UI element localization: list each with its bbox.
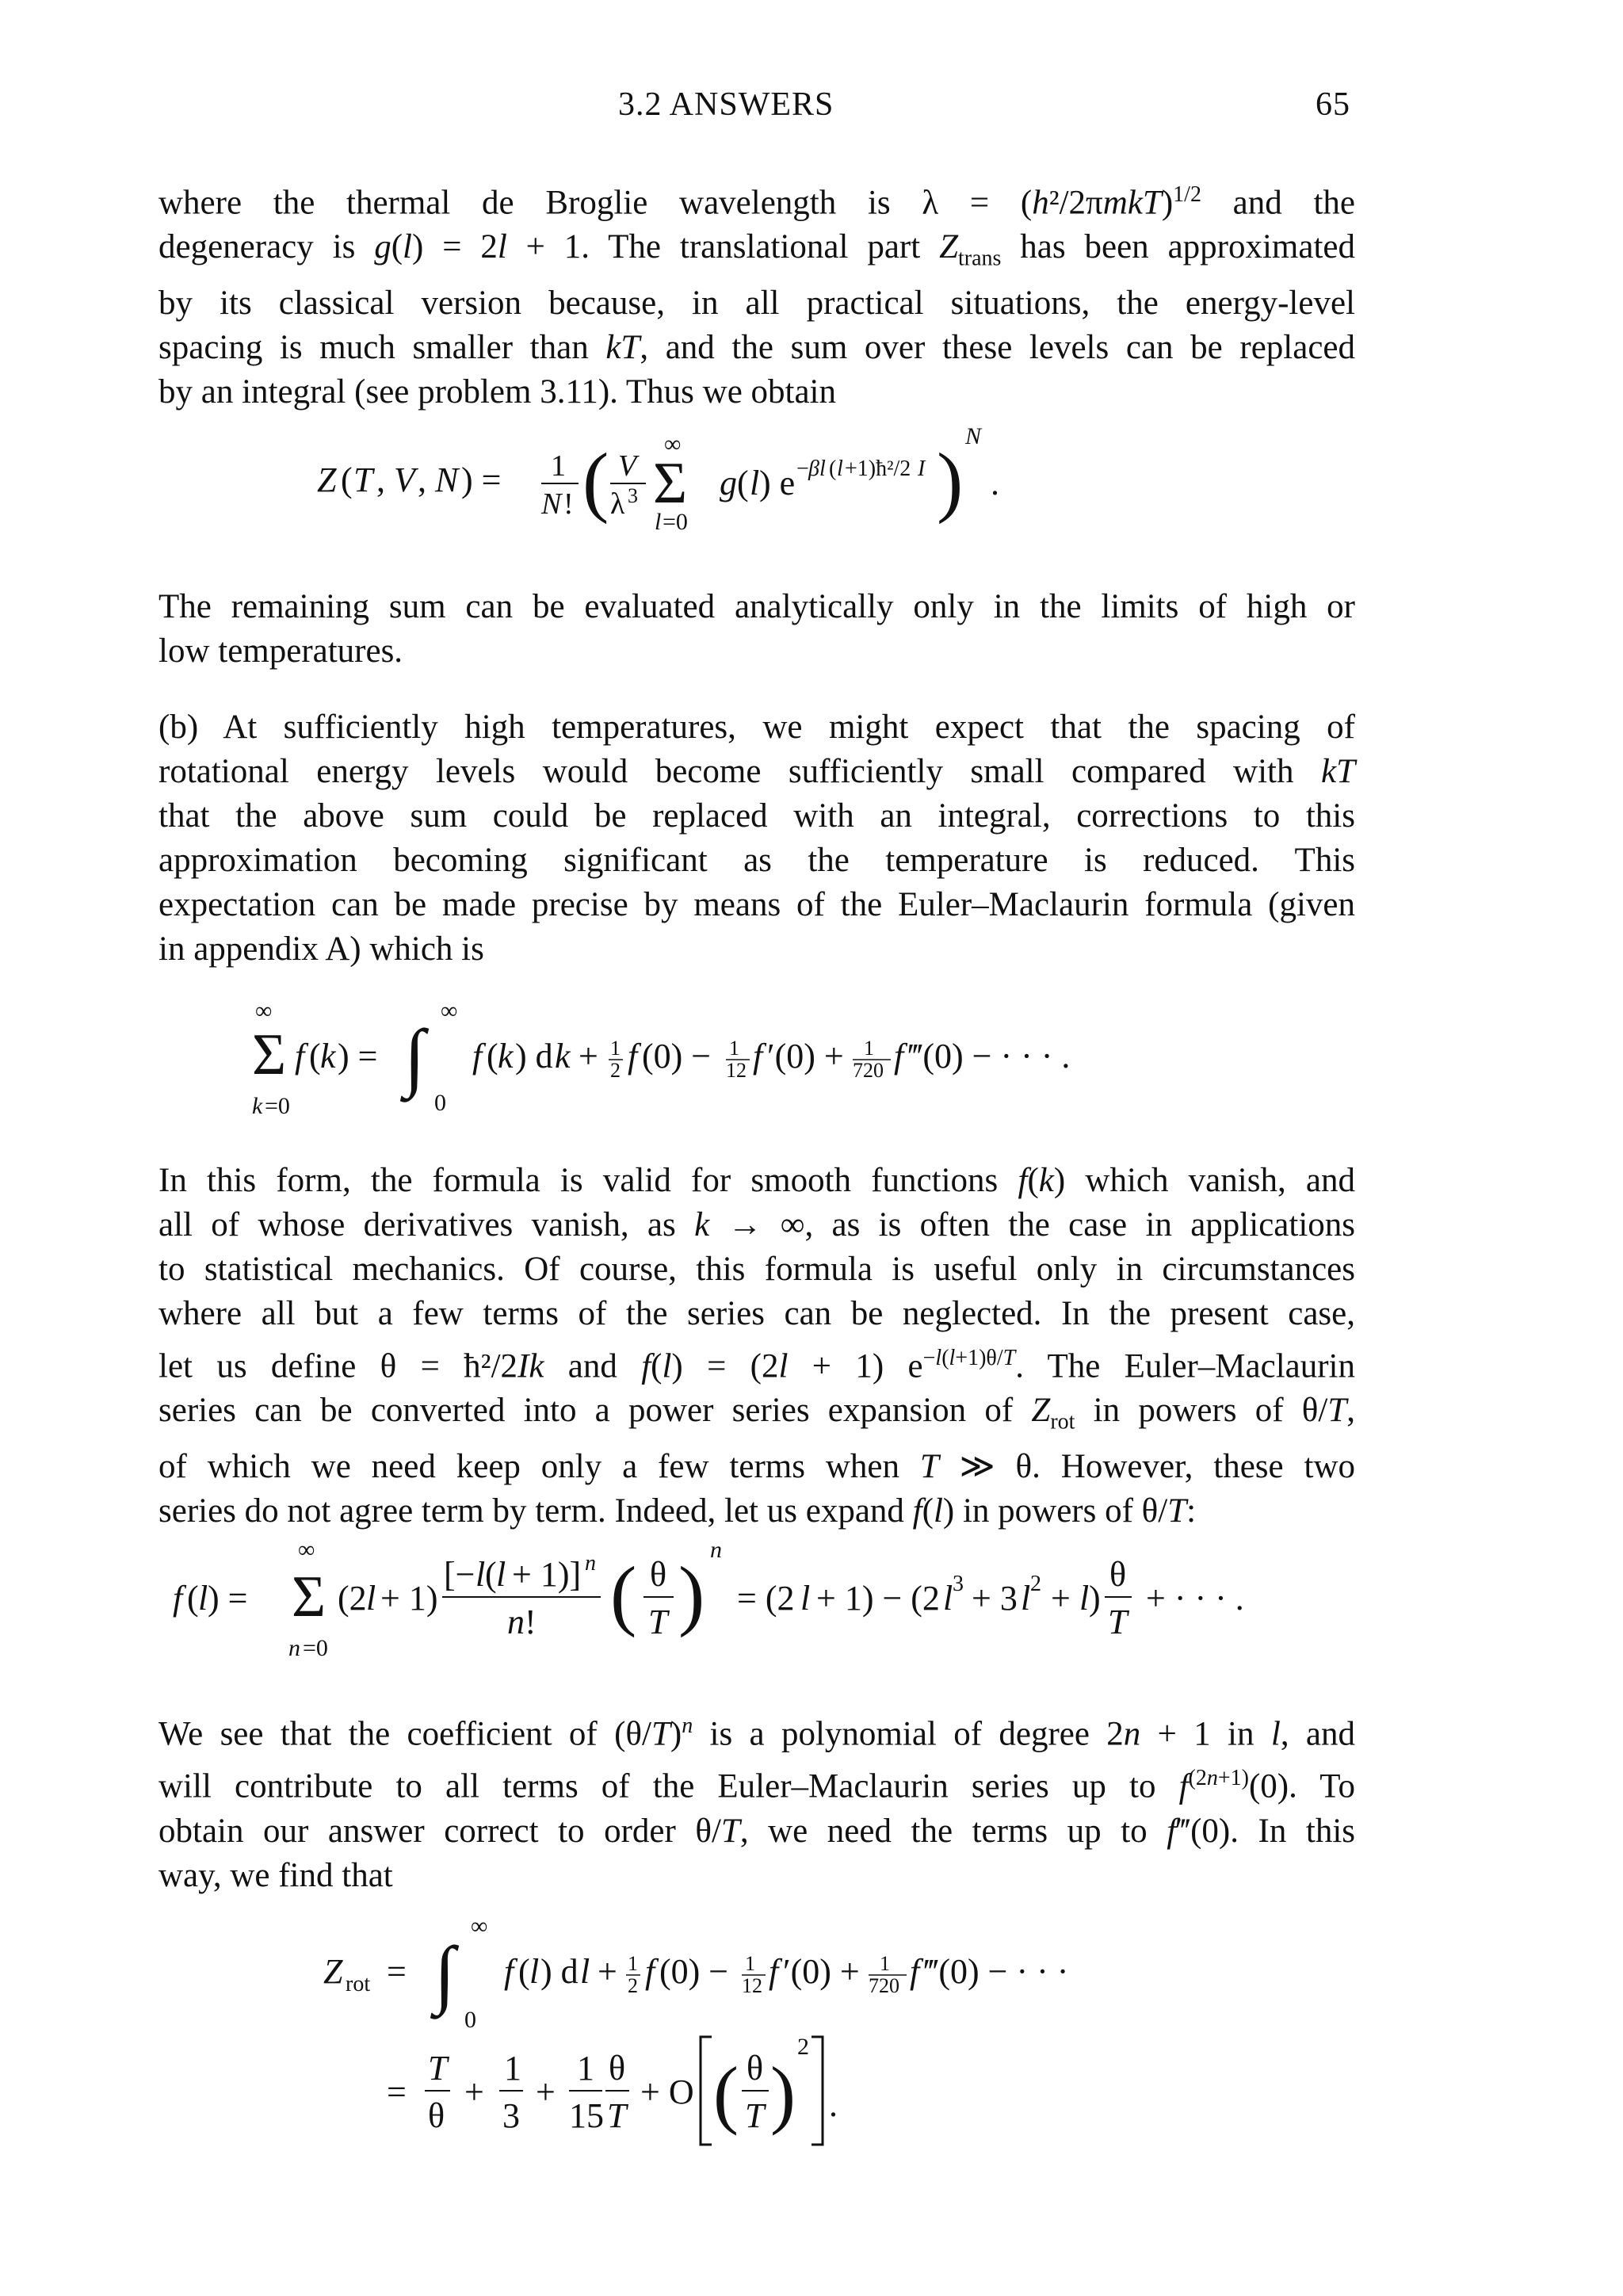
svg-text:2: 2	[628, 1974, 638, 1997]
svg-text:n: n	[288, 1635, 300, 1661]
svg-text:) =: ) =	[338, 1037, 378, 1075]
svg-text:+ 1)]: + 1)]	[512, 1555, 582, 1594]
equation-partition-function	[0, 412, 1623, 555]
svg-text:1: 1	[551, 449, 566, 483]
svg-text:V: V	[394, 460, 415, 499]
svg-text:l: l	[800, 1579, 811, 1618]
svg-text:): )	[937, 437, 964, 525]
svg-text:+: +	[464, 2073, 484, 2111]
svg-text:T: T	[607, 2096, 627, 2135]
svg-text:+: +	[1051, 1579, 1071, 1618]
svg-text:T: T	[1108, 1603, 1128, 1641]
svg-text:2: 2	[797, 2034, 809, 2060]
svg-text:=0: =0	[303, 1635, 328, 1661]
running-header: 3.2 ANSWERS	[618, 86, 834, 123]
svg-text:g: g	[720, 464, 737, 502]
svg-text:) =: ) =	[208, 1579, 248, 1618]
svg-text:N: N	[965, 423, 982, 449]
svg-text:l: l	[837, 457, 843, 481]
svg-text:I: I	[918, 457, 926, 481]
svg-text:+: +	[579, 1037, 598, 1075]
svg-text:k: k	[320, 1037, 336, 1075]
svg-text:Σ: Σ	[292, 1564, 327, 1629]
svg-text:l: l	[475, 1555, 486, 1594]
svg-text:1: 1	[504, 2049, 521, 2088]
svg-text:l: l	[750, 464, 760, 502]
svg-text:θ: θ	[428, 2096, 445, 2135]
svg-text:f: f	[628, 1037, 638, 1075]
svg-text:n: n	[507, 1603, 525, 1641]
svg-text:f: f	[910, 1952, 920, 1991]
svg-text:,: ,	[418, 460, 426, 499]
svg-text:f: f	[295, 1037, 305, 1075]
svg-text:∫: ∫	[434, 1931, 456, 2015]
svg-text:.: .	[991, 464, 999, 502]
svg-text:1: 1	[864, 1037, 874, 1060]
svg-text:!: !	[525, 1603, 537, 1641]
text-line: low temperatures.	[158, 632, 403, 670]
svg-text:0: 0	[434, 1090, 446, 1116]
text-line: all of whose derivatives vanish, as k → ∞, as is often the case in applications	[158, 1206, 1355, 1244]
text-line: will contribute to all terms of the Euler–Maclaurin series up to $f^{(2n+1)}(0)$. To	[158, 1766, 1355, 1805]
page-number: 65	[1316, 86, 1350, 123]
svg-text:(: (	[713, 2051, 739, 2136]
svg-text:,: ,	[376, 460, 385, 499]
svg-text:n: n	[710, 1537, 722, 1563]
svg-text:‴(0) − · · · .: ‴(0) − · · · .	[908, 1037, 1071, 1075]
svg-text:(: (	[341, 460, 353, 499]
text-line: let us define θ = ħ²/2Ik and f(l) = (2l + 1) $e^{-l(l+1)\theta/T}$. The Euler–Maclaurin	[158, 1346, 1356, 1385]
svg-text:λ: λ	[610, 487, 625, 521]
svg-text:+ 1): + 1)	[380, 1579, 438, 1618]
svg-text:+ · · · .: + · · · .	[1146, 1579, 1244, 1618]
svg-text:θ: θ	[747, 2049, 764, 2088]
svg-text:) e: ) e	[759, 464, 796, 502]
svg-text:1: 1	[628, 1952, 638, 1975]
svg-text:=0: =0	[265, 1093, 290, 1119]
svg-text:l: l	[580, 1952, 590, 1991]
svg-text:l: l	[1079, 1579, 1090, 1618]
svg-text:k: k	[555, 1037, 571, 1075]
text-line: where the thermal de Broglie wavelength is $\lambda = (h^2/2\pi mkT)^{1/2}$ and the	[158, 182, 1355, 222]
equation-f-expansion	[0, 1534, 1623, 1668]
svg-text:l: l	[366, 1579, 376, 1618]
svg-text:∫: ∫	[404, 1014, 426, 1098]
svg-text:1: 1	[745, 1952, 755, 1975]
text-line: We see that the coefficient of $(\theta/T)^n$ is a polynomial of degree 2n + 1 in l, and	[158, 1713, 1355, 1753]
svg-text:) d: ) d	[540, 1952, 579, 1991]
svg-text:f: f	[504, 1952, 514, 1991]
svg-text:(0) −: (0) −	[659, 1952, 729, 1991]
svg-text:∞: ∞	[255, 998, 273, 1024]
text-line: spacing is much smaller than kT, and the sum over these levels can be replaced	[158, 328, 1355, 366]
text-line: In this form, the formula is valid for smooth functions f(k) which vanish, and	[158, 1162, 1355, 1199]
svg-text:): )	[770, 2051, 796, 2136]
svg-text:N: N	[435, 460, 459, 499]
svg-text:(: (	[487, 1037, 498, 1075]
paragraph-4	[158, 1159, 1355, 1534]
svg-text:′(0) +: ′(0) +	[783, 1952, 860, 1991]
text-line: by its classical version because, in all practical situations, the energy-level	[158, 284, 1355, 322]
svg-text:720: 720	[853, 1059, 884, 1082]
svg-text:V: V	[618, 449, 637, 483]
svg-text:f: f	[645, 1952, 655, 1991]
svg-text:.: .	[829, 2085, 838, 2124]
svg-text:) d: ) d	[515, 1037, 553, 1075]
text-line: rotational energy levels would become sufficiently small compared with kT	[158, 753, 1355, 790]
text-line: (b) At sufficiently high temperatures, we might expect that the spacing of	[158, 709, 1355, 746]
svg-text:θ: θ	[609, 2049, 626, 2088]
svg-text:3: 3	[502, 2096, 520, 2135]
svg-text:1: 1	[577, 2049, 594, 2088]
svg-text:θ: θ	[650, 1555, 667, 1594]
svg-text:12: 12	[726, 1059, 747, 1082]
svg-text:‴(0) − · · ·: ‴(0) − · · ·	[924, 1952, 1069, 1991]
svg-text:15: 15	[569, 2096, 604, 2135]
text-line: that the above sum could be replaced with an integral, corrections to this	[158, 797, 1355, 835]
svg-text:[−: [−	[444, 1555, 475, 1594]
text-line: expectation can be made precise by means of the Euler–Maclaurin formula (given	[158, 886, 1355, 923]
svg-text:+ 3: + 3	[972, 1579, 1018, 1618]
text-line: series can be converted into a power series expansion of $Z_{rot}$ in powers of θ/T,	[158, 1392, 1355, 1435]
svg-text:f: f	[769, 1952, 779, 1991]
svg-text:+: +	[536, 2073, 556, 2111]
svg-text:f: f	[173, 1579, 183, 1618]
svg-text:k: k	[252, 1093, 263, 1119]
text-line: to statistical mechanics. Of course, this formula is useful only in circumstances	[158, 1251, 1355, 1288]
svg-text:1: 1	[880, 1952, 890, 1975]
svg-text:): )	[1089, 1579, 1101, 1618]
svg-text:0: 0	[464, 2007, 476, 2033]
svg-text:(: (	[518, 1952, 530, 1991]
svg-text:1: 1	[610, 1037, 621, 1060]
svg-text:∞: ∞	[664, 431, 682, 457]
svg-text:=0: =0	[663, 509, 688, 535]
svg-text:βl: βl	[808, 457, 826, 481]
svg-text:T: T	[428, 2049, 448, 2088]
paragraph-1	[158, 173, 1355, 415]
svg-text:T: T	[745, 2096, 765, 2135]
paragraph-2	[158, 585, 1355, 674]
text-line: approximation becoming significant as the temperature is reduced. This	[158, 842, 1355, 879]
svg-text:(: (	[187, 1579, 199, 1618]
text-line: way, we find that	[158, 1856, 393, 1894]
svg-text:2: 2	[1030, 1572, 1041, 1596]
svg-text:): )	[678, 1550, 705, 1638]
svg-text:= (2: = (2	[737, 1579, 795, 1618]
svg-text:f: f	[472, 1037, 483, 1075]
svg-text:(2: (2	[338, 1579, 367, 1618]
equation-euler-maclaurin	[0, 995, 1623, 1129]
text-line: of which we need keep only a few terms when T ≫ θ. However, these two	[158, 1447, 1356, 1485]
text-line: by an integral (see problem 3.11). Thus we obtain	[158, 372, 837, 411]
svg-text:12: 12	[742, 1974, 762, 1997]
svg-text:2: 2	[610, 1059, 621, 1082]
svg-text:(: (	[582, 437, 609, 525]
svg-text:=: =	[387, 1952, 407, 1991]
svg-text:720: 720	[869, 1974, 899, 1997]
text-line: in appendix A) which is	[158, 930, 484, 968]
svg-text:l: l	[655, 509, 662, 535]
svg-text:(: (	[737, 464, 749, 502]
text-line: obtain our answer correct to order θ/T, we need the terms up to f‴(0). In this	[158, 1812, 1356, 1850]
svg-text:T: T	[648, 1603, 668, 1641]
text-line: where all but a few terms of the series can be neglected. In the present case,	[158, 1295, 1355, 1332]
paragraph-3	[158, 705, 1355, 972]
svg-text:k: k	[498, 1037, 514, 1075]
svg-text:rot: rot	[346, 1972, 371, 1996]
text-line: series do not agree term by term. Indeed, let us expand f(l) in powers of θ/T:	[158, 1492, 1197, 1530]
svg-text:∞: ∞	[441, 998, 458, 1024]
svg-text:∞: ∞	[298, 1537, 315, 1563]
svg-text:θ: θ	[1109, 1555, 1127, 1594]
text-line: The remaining sum can be evaluated analytically only in the limits of high or	[158, 588, 1355, 625]
svg-text:+ O: + O	[640, 2073, 694, 2111]
svg-text:(: (	[610, 1550, 637, 1638]
svg-text:3: 3	[953, 1572, 964, 1596]
paragraph-5	[158, 1704, 1355, 1898]
svg-text:′(0) +: ′(0) +	[767, 1037, 844, 1075]
svg-text:+1)ħ²/2: +1)ħ²/2	[845, 457, 911, 481]
svg-text:) =: ) =	[461, 460, 502, 499]
svg-text:−: −	[796, 457, 809, 481]
svg-text:Z: Z	[317, 460, 337, 499]
svg-text:Σ: Σ	[653, 451, 688, 516]
svg-text:l: l	[1021, 1579, 1031, 1618]
svg-text:T: T	[353, 460, 373, 499]
svg-text:=: =	[387, 2073, 407, 2111]
svg-text:l: l	[943, 1579, 953, 1618]
svg-text:(0) −: (0) −	[642, 1037, 712, 1075]
svg-text:(: (	[309, 1037, 321, 1075]
svg-text:3: 3	[628, 484, 638, 507]
svg-text:(: (	[485, 1555, 497, 1594]
svg-text:f: f	[894, 1037, 904, 1075]
svg-text:!: !	[563, 487, 574, 521]
svg-text:1: 1	[729, 1037, 739, 1060]
svg-text:f: f	[753, 1037, 763, 1075]
svg-text:Z: Z	[323, 1952, 343, 1991]
svg-text:(: (	[829, 457, 837, 481]
svg-text:l: l	[529, 1952, 540, 1991]
svg-text:l: l	[496, 1555, 506, 1594]
svg-text:∞: ∞	[471, 1913, 488, 1939]
svg-text:l: l	[198, 1579, 208, 1618]
text-line: degeneracy is g(l) = 2l + 1. The translational part $Z_{trans}$ has been approximated	[158, 228, 1355, 271]
equation-z-rot	[0, 1910, 1623, 2164]
svg-text:+: +	[598, 1952, 617, 1991]
svg-text:+ 1) − (2: + 1) − (2	[816, 1579, 940, 1618]
svg-text:Σ: Σ	[252, 1022, 287, 1087]
svg-text:n: n	[585, 1551, 596, 1576]
svg-text:N: N	[541, 487, 562, 521]
